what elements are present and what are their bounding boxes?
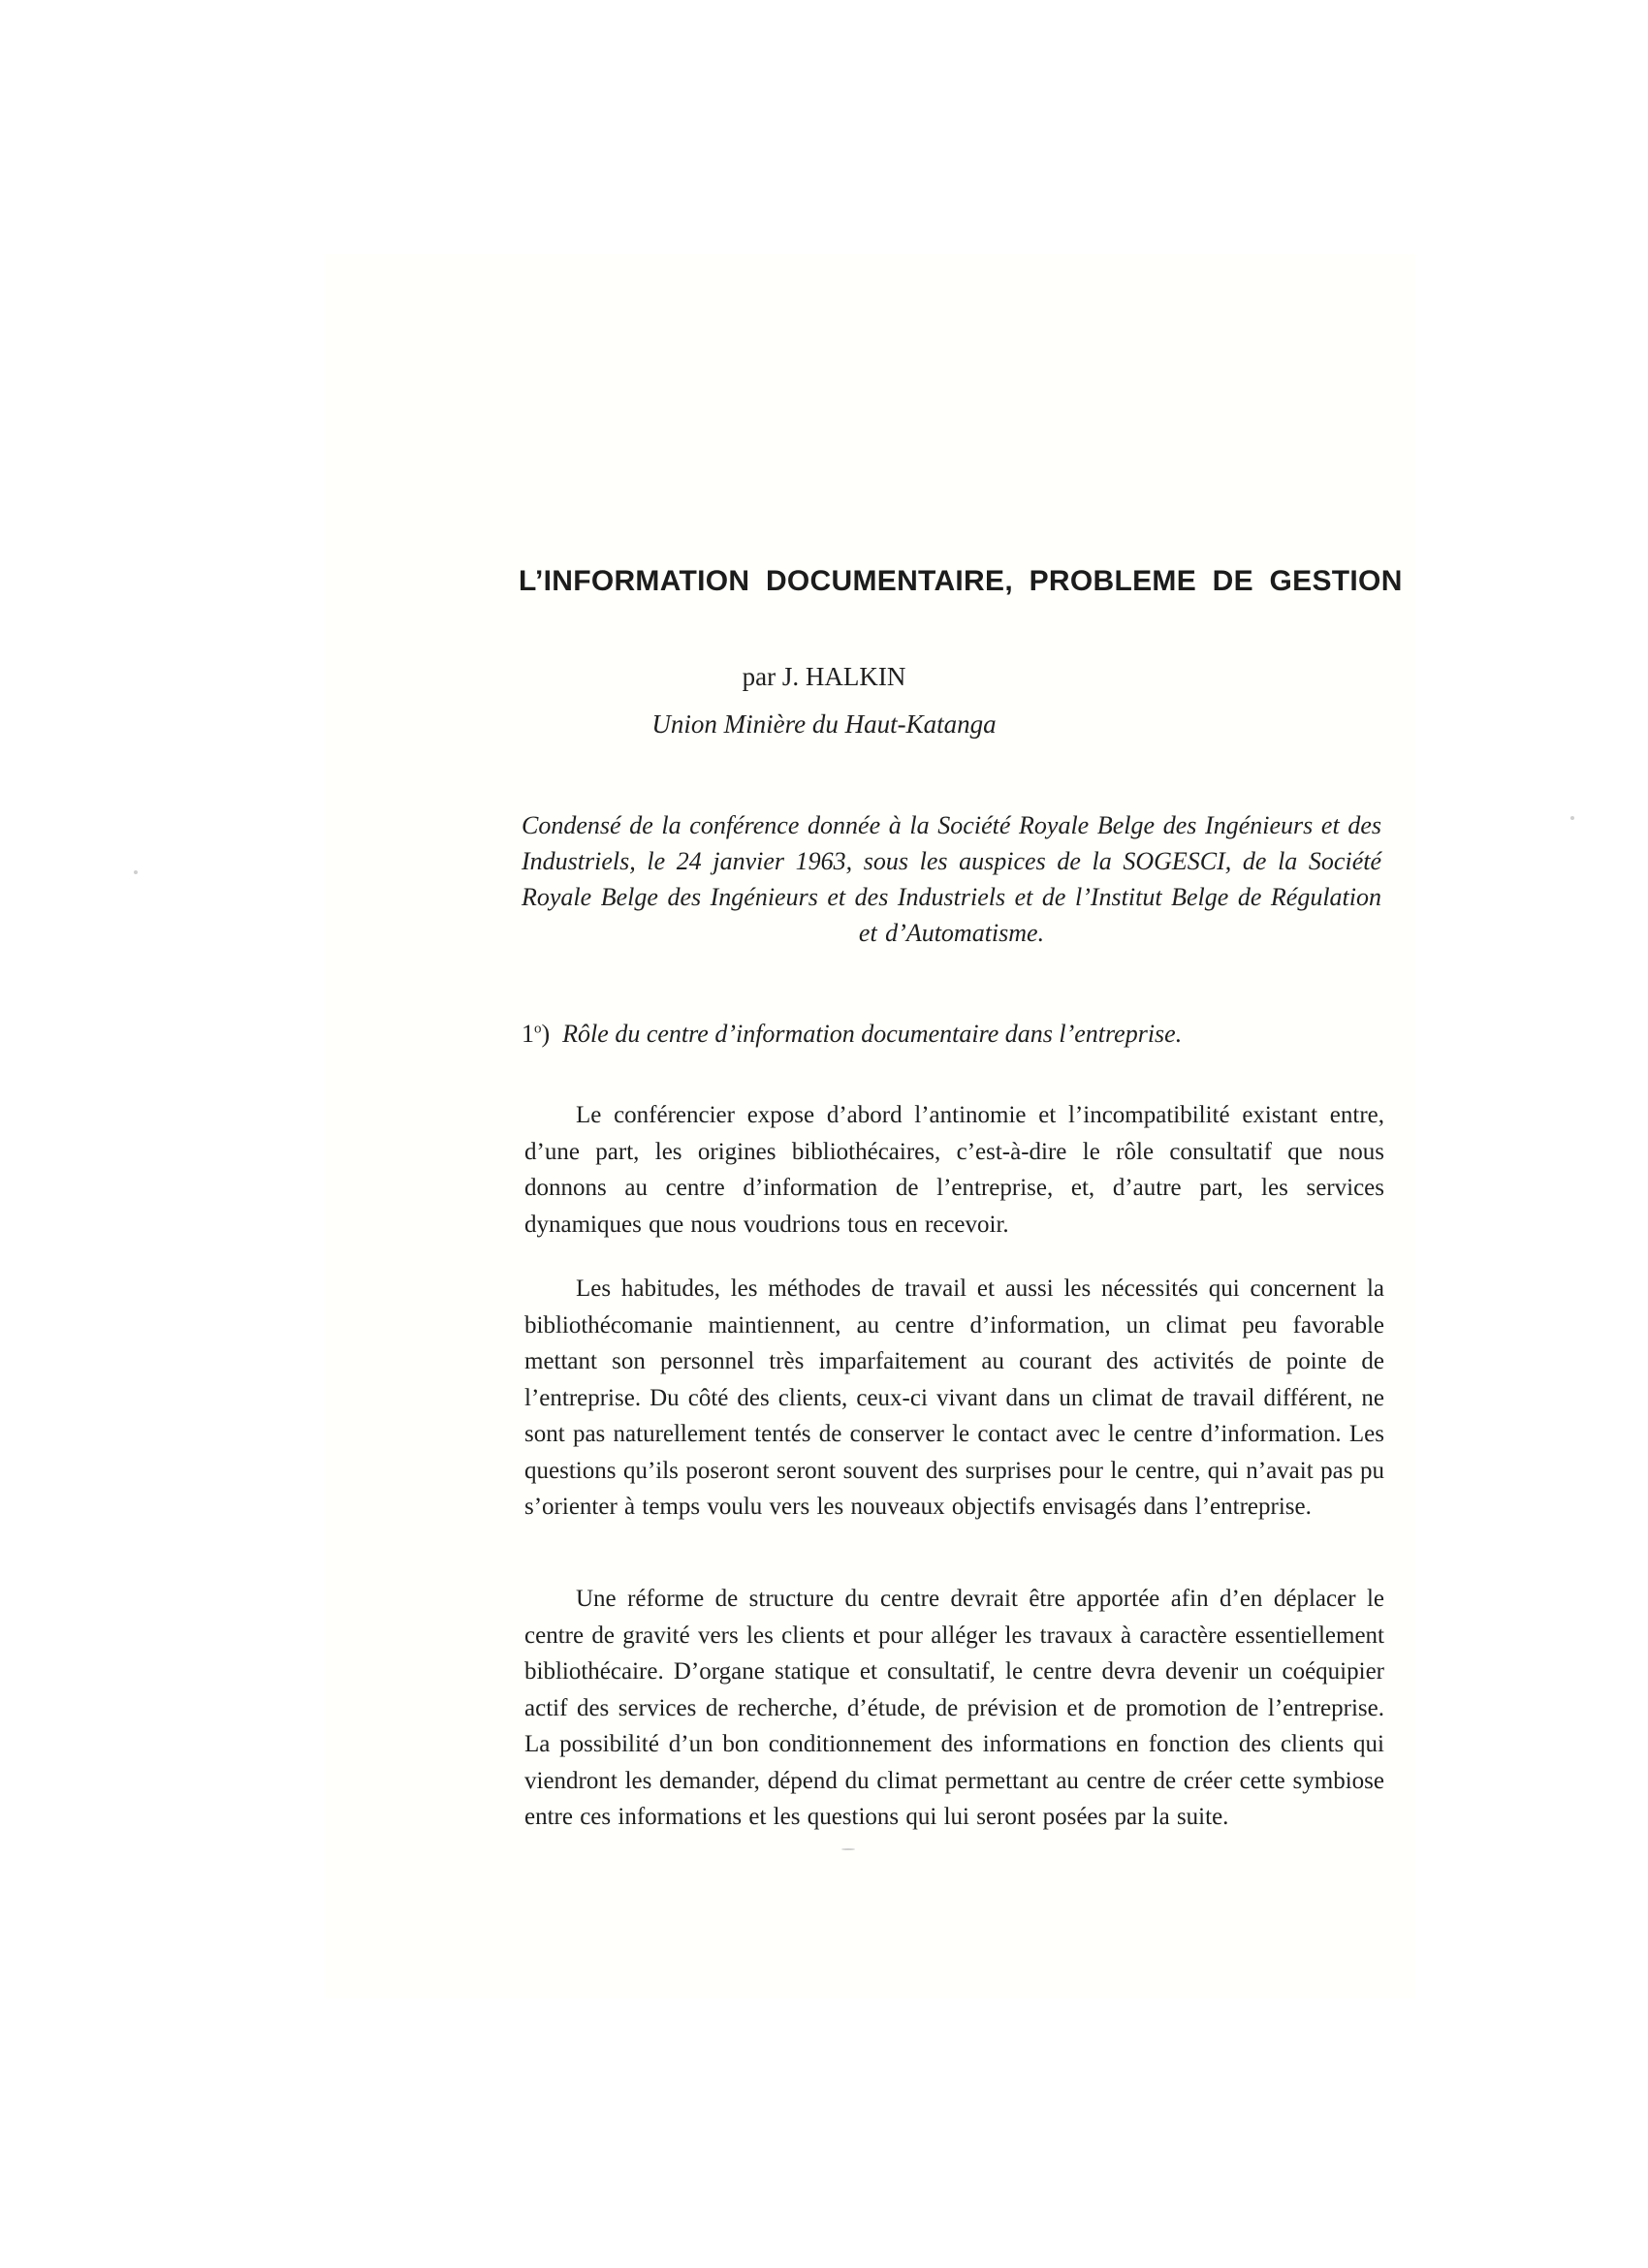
section-title: Rôle du centre d’information documentaire dans l’entreprise.	[562, 1020, 1183, 1048]
author-line: par J. HALKIN	[742, 662, 906, 691]
section-number-superscript: o	[534, 1021, 542, 1037]
body-paragraph: Une réforme de structure du centre devrait être apportée afin d’en déplacer le centre de gravité vers les clients et pour alléger les travaux à caractère essentiellement bibliothécaire. D’organe statique et consultatif, le centre devra devenir un coéquipier actif des services de recherche, d’étude, de prévision et de promotion de l’entreprise. La possibilité d’un bon conditionnement des informations en fonction des clients qui viendront les demander, dépend du climat permettant au centre de créer cette symbiose entre ces informations et les questions qui lui seront posées par la suite.	[524, 1586, 1384, 1830]
section-number-paren: )	[541, 1020, 551, 1048]
section-number: 1	[522, 1020, 534, 1048]
scan-speck	[841, 1848, 855, 1850]
scan-speck	[1570, 816, 1574, 820]
body-paragraph: Le conférencier expose d’abord l’antinomie et l’incompatibilité existant entre, d’une part, les origines bibliothécaires, c’est-à-dire le rôle consultatif que nous donnons au centre d’information de l’entreprise, et, d’autre part, les services dynamiques que nous voudrions tous en recevoir.	[524, 1102, 1384, 1238]
author-affiliation: Union Minière du Haut-Katanga	[651, 709, 997, 739]
body-paragraph: Les habitudes, les méthodes de travail et aussi les nécessités qui concernent la bibliothécomanie maintiennent, au centre d’information, un climat peu favorable mettant son personnel très imparfaitement au courant des activités de pointe de l’entreprise. Du côté des clients, ceux-ci vivant dans un climat de travail différent, ne sont pas naturellement tentés de conserver le contact avec le centre d’information. Les questions qu’ils poseront seront souvent des surprises pour le centre, qui n’avait pas pu s’orienter à temps voulu vers les nouveaux objectifs envisagés dans l’entreprise.	[524, 1276, 1384, 1520]
document-title: L’INFORMATION DOCUMENTAIRE, PROBLEME DE GESTION	[519, 565, 1403, 597]
section-heading	[522, 1020, 1394, 1049]
abstract-note: Condensé de la conférence donnée à la Société Royale Belge des Ingénieurs et des Industriels, le 24 janvier 1963, sous les auspices de la SOGESCI, de la Société Royale Belge des Ingénieurs et des Industriels et de l’Institut Belge de Régulation et d’Automatisme.	[522, 811, 1381, 947]
scan-speck	[134, 870, 138, 874]
